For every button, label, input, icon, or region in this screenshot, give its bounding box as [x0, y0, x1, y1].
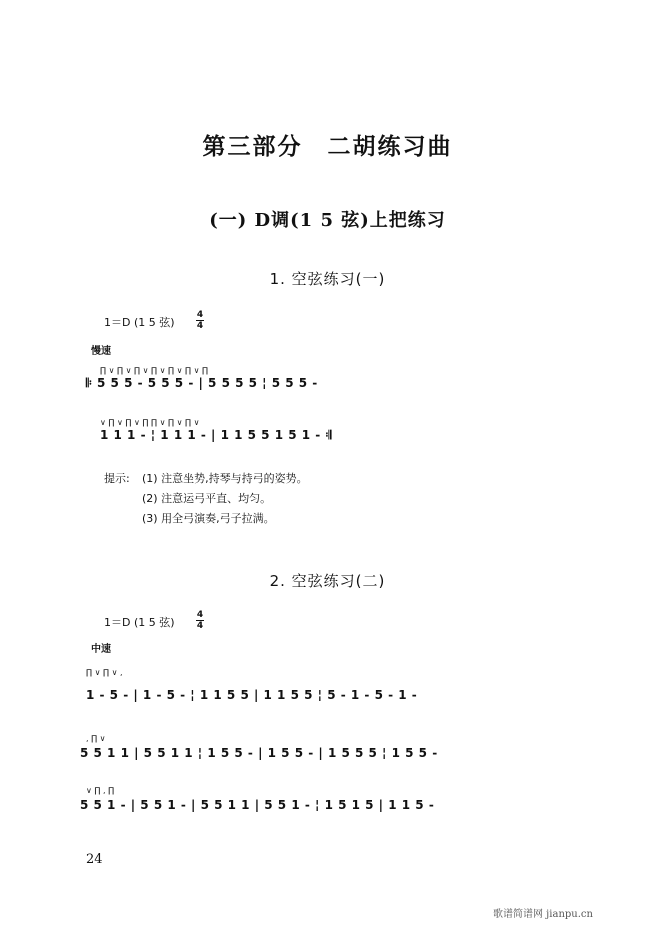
watermark: 歌谱简谱网 jianpu.cn: [493, 909, 593, 920]
tip-item-1: (1) 注意坐势,持琴与持弓的姿势。: [142, 472, 308, 485]
exercise1-row2-bowing: ∨ ∏ ∨ ∏ ∨ ∏ ∏ ∨ ∏ ∨ ∏ ∨: [100, 418, 200, 427]
exercise2-time-bottom: 4: [196, 621, 204, 631]
exercise2-row2-bowing: , ∏ ∨: [86, 734, 106, 743]
exercise1-row2: 1 1 1 - ¦ 1 1 1 - | 1 1 5 5 1 5 1 - 𝄇: [100, 428, 332, 442]
exercise1-key: 1＝D (1 5 弦): [104, 316, 175, 329]
exercise2-row1-bowing: ∏ ∨ ∏ ∨ ,: [86, 668, 123, 677]
section-title: (一) D调(1 5 弦)上把练习: [209, 210, 446, 231]
exercise2-row3-bowing: ∨ ∏ , ∏: [86, 786, 115, 795]
page-title: 第三部分 二胡练习曲: [202, 133, 453, 160]
exercise1-tempo: 慢速: [91, 346, 111, 357]
exercise2-time-top: 4: [196, 610, 204, 620]
tip-item-3: (3) 用全弓演奏,弓子拉满。: [142, 512, 275, 525]
page-number: 24: [86, 852, 103, 867]
exercise1-title: 1. 空弦练习(一): [269, 270, 386, 288]
exercise2-row3: 5 5 1 - | 5 5 1 - | 5 5 1 1 | 5 5 1 - ¦ 1 5 1 5 | 1 1 5 -: [80, 798, 435, 812]
exercise1-row1-bowing: ∏ ∨ ∏ ∨ ∏ ∨ ∏ ∨ ∏ ∨ ∏ ∨ ∏: [100, 366, 209, 375]
exercise1-row1: 𝄆 5 5 5 - 5 5 5 - | 5 5 5 5 ¦ 5 5 5 -: [86, 376, 318, 390]
tips-label: 提示:: [104, 472, 130, 485]
exercise2-key: 1＝D (1 5 弦): [104, 616, 175, 629]
exercise2-title: 2. 空弦练习(二): [269, 572, 386, 590]
tip-item-2: (2) 注意运弓平直、均匀。: [142, 492, 272, 505]
exercise2-row2: 5 5 1 1 | 5 5 1 1 ¦ 1 5 5 - | 1 5 5 - | 1 5 5 5 ¦ 1 5 5 -: [80, 746, 438, 760]
exercise2-tempo: 中速: [91, 644, 111, 655]
exercise1-time-top: 4: [196, 310, 204, 320]
exercise2-row1: 1 - 5 - | 1 - 5 - ¦ 1 1 5 5 | 1 1 5 5 ¦ 5 - 1 - 5 - 1 -: [86, 688, 418, 702]
exercise1-time-bottom: 4: [196, 321, 204, 331]
